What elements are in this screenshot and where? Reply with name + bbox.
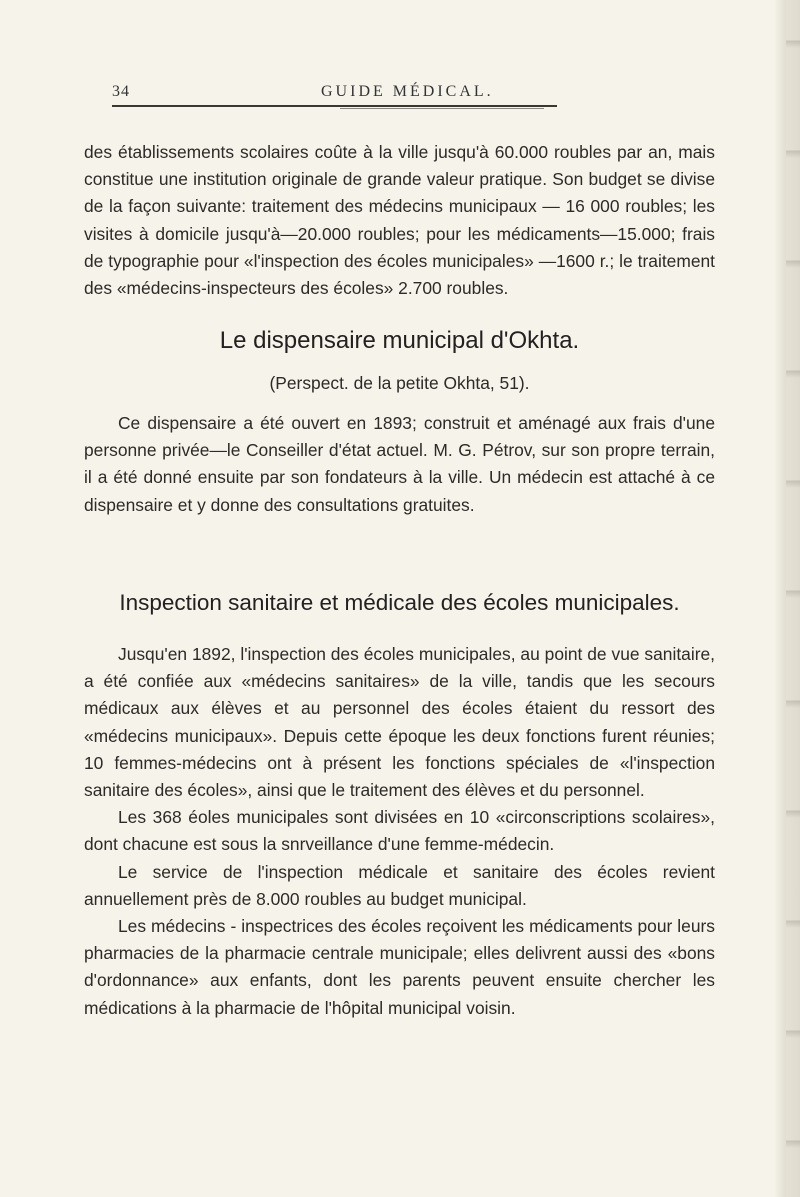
section2-paragraph-4: Les médecins - inspectrices des écoles reçoivent les médicaments pour leurs pharmacies de la pharmacie centrale municipale; elles delivrent aussi des «bons d'ordonnance» aux enfants, dont les parents peuvent ensuite chercher les médications à la pharmacie de l'hôpital municipal voisin. [84,916,715,1018]
header-rule [112,105,557,107]
running-head-title: GUIDE MÉDICAL. [321,83,494,100]
intro-paragraph-block [84,139,715,302]
section2-body [84,641,715,1022]
section1-heading: Le dispensaire municipal d'Okhta. [219,327,580,354]
header-rule-secondary [340,108,544,109]
section2-paragraph-1: Jusqu'en 1892, l'inspection des écoles municipales, au point de vue sanitaire, a été confiée aux «médecins sanitaires» de la ville, tandis que les secours médicaux aux élèves et au personnel des écoles étaient du ressort des «médecins municipaux». Depuis cette époque les deux fonctions furent réunies; 10 femmes-médecins ont à présent les fonctions spéciales de «l'inspection sanitaire des écoles», ainsi que le traitement des élèves et du personnel. [84,644,715,801]
section1-body [84,410,715,519]
section2-heading: Inspection sanitaire et médicale des écoles municipales. [119,590,680,615]
section1-subheading: (Perspect. de la petite Okhta, 51). [269,373,530,393]
running-head [112,83,557,105]
intro-paragraph: des établissements scolaires coûte à la ville jusqu'à 60.000 roubles par an, mais constitue une institution originale de grande valeur pratique. Son budget se divise de la façon suivante: traitement des médecins municipaux — 16 000 roubles; les visites à domicile jusqu'à—20.000 roubles; pour les médicaments—15.000; frais de typographie pour «l'inspection des écoles municipales» —1600 r.; le traitement des «médecins-inspecteurs des écoles» 2.700 roubles. [84,142,715,299]
section2-paragraph-2: Les 368 éoles municipales sont divisées en 10 «circonscriptions scolaires», dont chacune est sous la snrveillance d'une femme-médecin. [84,807,715,855]
page-number: 34 [112,83,130,100]
section1-paragraph: Ce dispensaire a été ouvert en 1893; construit et aménagé aux frais d'une personne privée—le Conseiller d'état actuel. M. G. Pétrov, sur son propre terrain, il a été donné ensuite par son fondateurs à la ville. Un médecin est attaché à ce dispensaire et y donne des consultations gratuites. [84,413,715,515]
section2-paragraph-3: Le service de l'inspection médicale et sanitaire des écoles revient annuellement près de 8.000 roubles au budget municipal. [84,861,715,909]
page-edge-marks [786,0,800,1197]
